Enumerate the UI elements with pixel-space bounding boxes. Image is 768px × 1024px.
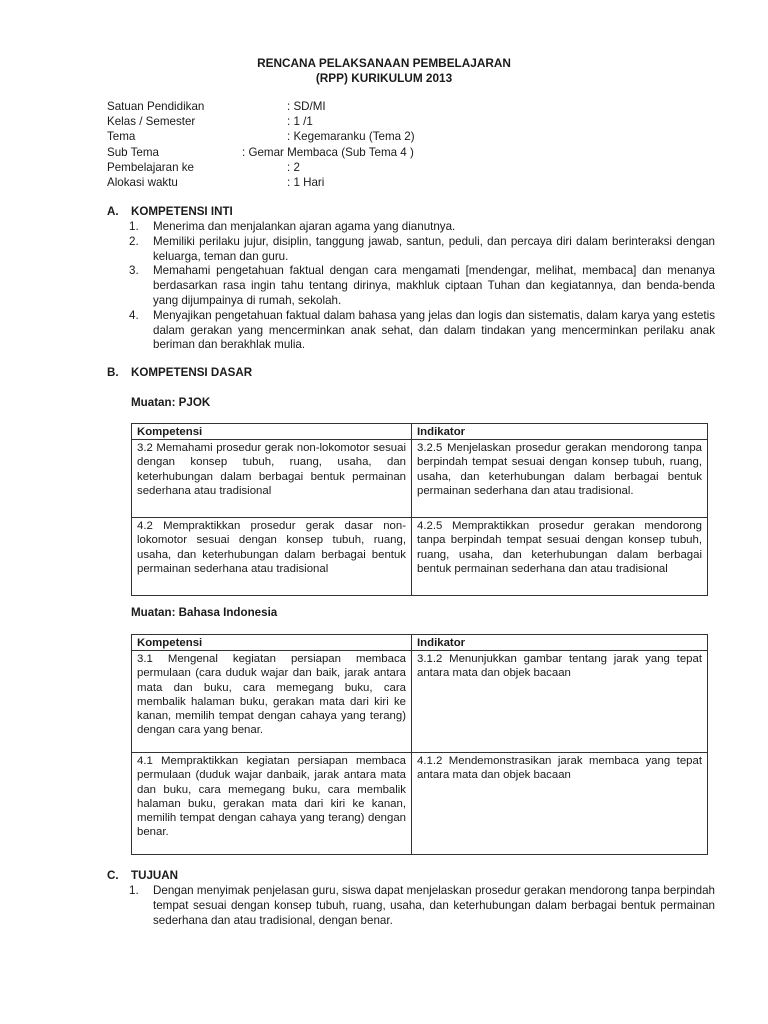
kompetensi-cell: 3.1 Mengenal kegiatan persiapan membaca permulaan (cara duduk wajar dan baik, jarak antara mata dan buku, cara memegang buku, cara membalik halaman buku, gerakan mata dari kiri ke kanan, memilih tempat dengan cahaya yang terang) dengan cara yang benar. xyxy=(132,651,412,753)
muatan-bi-label: Muatan: Bahasa Indonesia xyxy=(131,606,278,619)
col-indikator: Indikator xyxy=(412,424,708,440)
indikator-cell: 3.2.5 Menjelaskan prosedur gerakan mendorong tanpa berpindah tempat sesuai dengan konsep tubuh, ruang, usaha, dan keterhubungan dalam berbagai bentuk permainan sederhana dan atau tradisional. xyxy=(412,440,708,518)
list-item xyxy=(129,235,715,265)
bahasa-indonesia-table xyxy=(131,634,708,855)
col-kompetensi: Kompetensi xyxy=(132,635,412,651)
info-label: Pembelajaran ke xyxy=(107,160,195,174)
kompetensi-inti-list xyxy=(129,220,715,353)
indikator-cell: 4.1.2 Mendemonstrasikan jarak membaca yang tepat antara mata dan objek bacaan xyxy=(412,753,708,855)
tujuan-list xyxy=(129,884,715,928)
list-item xyxy=(129,220,715,235)
section-letter: B. xyxy=(107,366,119,379)
muatan-pjok-label: Muatan: PJOK xyxy=(131,396,211,409)
info-label: Sub Tema xyxy=(107,145,159,159)
section-b-heading xyxy=(107,366,252,381)
table-header-row xyxy=(132,424,708,440)
item-text: Memiliki perilaku jujur, disiplin, tanggung jawab, santun, peduli, dan percaya diri dalam berinteraksi dengan keluarga, teman dan guru. xyxy=(153,234,715,263)
section-letter: C. xyxy=(107,869,119,882)
section-title: KOMPETENSI DASAR xyxy=(131,366,253,379)
table-row xyxy=(132,651,708,753)
list-item xyxy=(129,264,715,308)
kompetensi-cell: 3.2 Memahami prosedur gerak non-lokomotor sesuai dengan konsep tubuh, ruang, usaha, dan keterhubungan dalam berbagai bentuk permainan sederhana atau tradisional xyxy=(132,440,412,518)
pjok-table xyxy=(131,423,708,596)
item-number: 4. xyxy=(129,308,139,322)
table-row xyxy=(132,753,708,855)
item-text: Menyajikan pengetahuan faktual dalam bahasa yang jelas dan logis dan sistematis, dalam karya yang estetis dalam gerakan yang mencerminkan anak sehat, dan dalam tindakan yang mencerminkan perilaku anak beriman dan berakhlak mulia. xyxy=(153,308,715,352)
kompetensi-cell: 4.1 Mempraktikkan kegiatan persiapan membaca permulaan (duduk wajar danbaik, jarak antara mata dan buku, cara memegang buku, cara membalik halaman buku, gerakan mata dari kiri ke kanan, memilih tempat dengan cahaya yang terang) dengan benar. xyxy=(132,753,412,855)
info-value: : 1 /1 xyxy=(287,115,313,129)
col-indikator: Indikator xyxy=(412,635,708,651)
table-header-row xyxy=(132,635,708,651)
info-label: Kelas / Semester xyxy=(107,115,196,129)
section-title: TUJUAN xyxy=(131,869,179,882)
info-value: : Gemar Membaca (Sub Tema 4 ) xyxy=(242,145,414,159)
info-value: : 1 Hari xyxy=(287,175,325,189)
table-row xyxy=(132,518,708,596)
item-text: Memahami pengetahuan faktual dengan cara mengamati [mendengar, melihat, membaca] dan menanya berdasarkan rasa ingin tahu tentang dirinya, makhluk ciptaan Tuhan dan kegiatannya, dan benda-benda yang dijumpainya di rumah, sekolah. xyxy=(153,264,715,307)
info-value: : Kegemaranku (Tema 2) xyxy=(287,130,415,144)
kompetensi-cell: 4.2 Mempraktikkan prosedur gerak dasar non-lokomotor sesuai dengan konsep tubuh, ruang, usaha, dan keterhubungan dalam berbagai bentuk permainan sederhana atau tradisional xyxy=(132,518,412,596)
indikator-cell: 3.1.2 Menunjukkan gambar tentang jarak yang tepat antara mata dan objek bacaan xyxy=(412,651,708,753)
section-c-heading xyxy=(107,869,178,884)
document-subtitle: (RPP) KURIKULUM 2013 xyxy=(315,71,453,85)
document-title: RENCANA PELAKSANAAN PEMBELAJARAN xyxy=(257,56,511,70)
item-text: Dengan menyimak penjelasan guru, siswa dapat menjelaskan prosedur gerakan mendorong tanpa berpindah tempat sesuai dengan konsep tubuh, ruang, usaha, dan keterhubungan dalam berbagai bentuk permainan sederhana dan atau tradisional, dengan benar. xyxy=(153,884,715,927)
section-title: KOMPETENSI INTI xyxy=(131,205,233,218)
col-kompetensi: Kompetensi xyxy=(132,424,412,440)
section-letter: A. xyxy=(107,205,119,218)
section-a-heading xyxy=(107,205,233,220)
info-label: Satuan Pendidikan xyxy=(107,100,205,113)
info-label: Tema xyxy=(107,130,136,144)
item-text: Menerima dan menjalankan ajaran agama yang dianutnya. xyxy=(153,220,456,233)
list-item xyxy=(129,884,715,928)
info-value: : SD/MI xyxy=(287,100,326,113)
item-number: 2. xyxy=(129,234,139,248)
info-label: Alokasi waktu xyxy=(107,175,178,189)
item-number: 1. xyxy=(129,220,139,233)
indikator-cell: 4.2.5 Mempraktikkan prosedur gerakan mendorong tanpa berpindah tempat sesuai dengan konsep tubuh, ruang, usaha, dan keterhubungan dalam berbagai bentuk permainan sederhana dan atau tradisional xyxy=(412,518,708,596)
info-value: : 2 xyxy=(287,160,300,174)
item-number: 1. xyxy=(129,884,139,897)
table-row xyxy=(132,440,708,518)
list-item xyxy=(129,309,715,353)
item-number: 3. xyxy=(129,264,139,278)
